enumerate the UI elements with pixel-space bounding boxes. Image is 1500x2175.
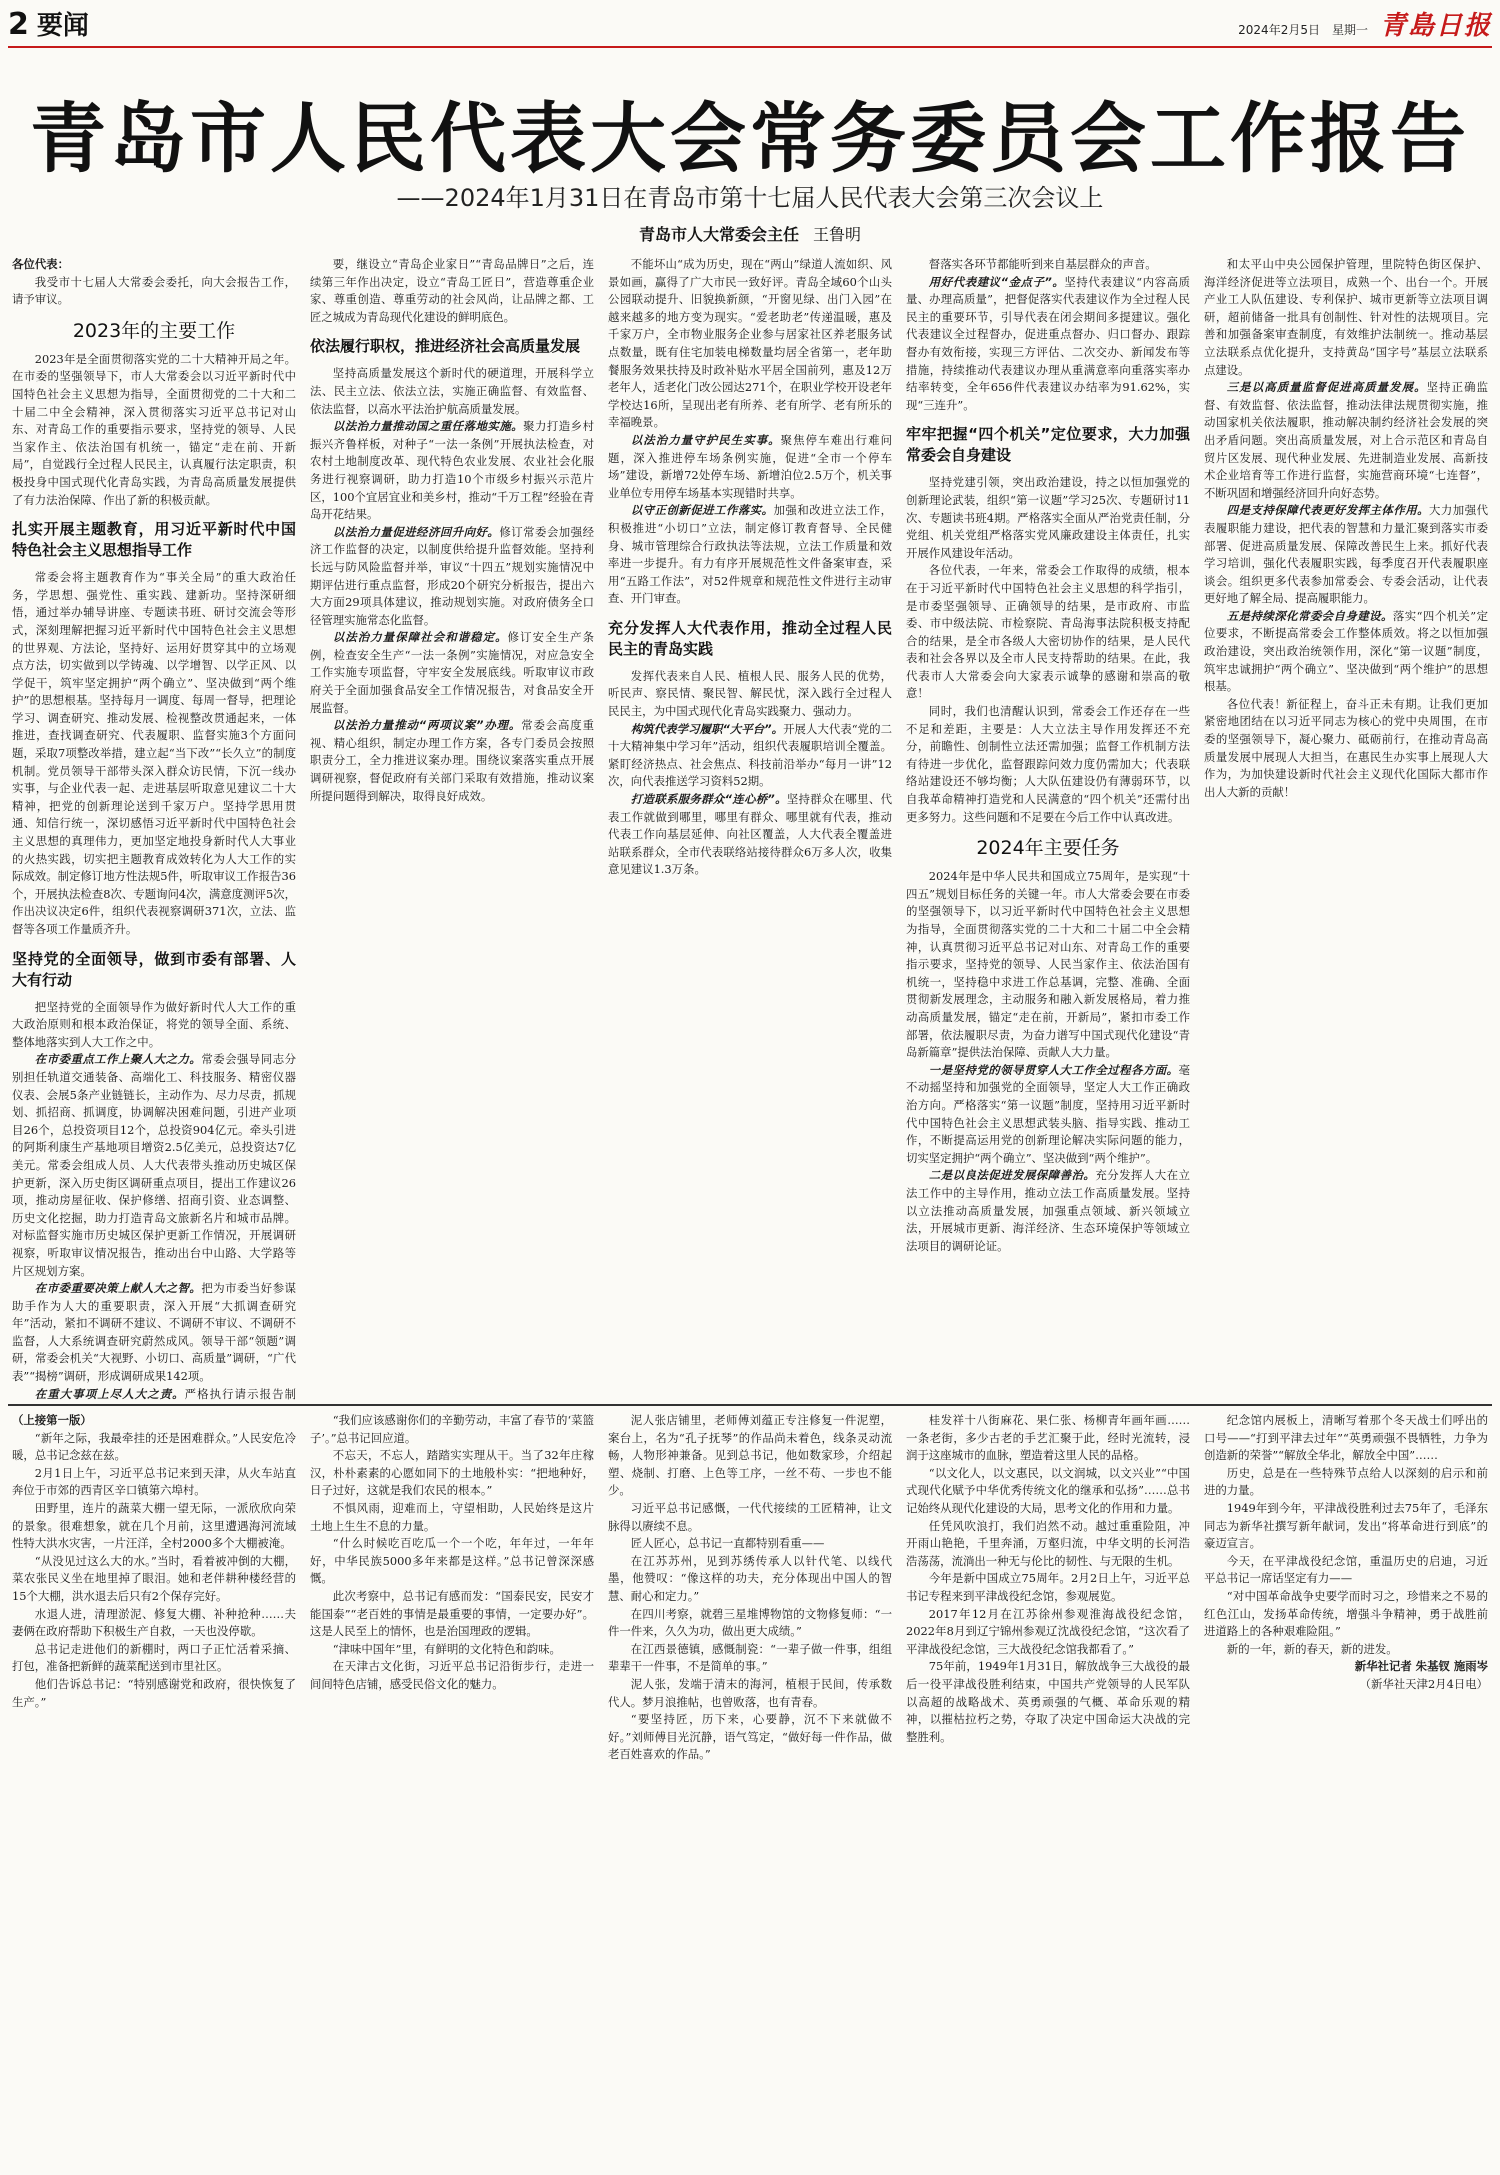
paragraph: “对中国革命战争史要学而时习之，珍惜来之不易的红色江山，发扬革命传统，增强斗争精神，勇于战胜前进道路上的各种艰难险阻。”	[1204, 1588, 1488, 1639]
lead-phrase: 在市委重要决策上献人大之智。	[34, 1281, 202, 1296]
byline-role: 青岛市人大常委会主任	[638, 225, 799, 244]
paragraph: “什么时候吃百吃瓜一个一个吃，年年过，一年年好，中华民族5000多年来都是这样。”总书记曾深深感慨。	[310, 1536, 594, 1586]
paragraph: 不惧风雨，迎难而上，守望相助，人民始终是这片土地上生生不息的力量。	[310, 1500, 594, 1533]
paragraph: 各位代表！新征程上，奋斗正未有期。让我们更加紧密地团结在以习近平同志为核心的党中央周围，在市委的坚强领导下，凝心聚力、砥砺前行，在推动青岛高质量发展中展现人大担当，在惠民生办实事上展现人大作为，为加快建设新时代社会主义现代化国际大都市作出人大新的贡献！	[1204, 696, 1488, 799]
paragraph: 不忘天，不忘人，踏踏实实理从干。当了32年庄稼汉，朴朴素素的心愿如同下的土地般朴实：“把地种好，日子过好，这就是我们农民的根本。”	[310, 1448, 594, 1498]
paragraph: “新年之际，我最牵挂的还是困难群众。”人民安危冷暖，总书记念兹在兹。	[12, 1430, 296, 1463]
lead-phrase: 以法治力量守护民生实事。	[630, 432, 781, 447]
paragraph: “以文化人，以文惠民，以文润城，以文兴业”“中国式现代化赋予中华优秀传统文化的继承和弘扬”……总书记始终从现代化建设的大局，思考文化的作用和力量。	[906, 1465, 1190, 1515]
paragraph: 和太平山中央公园保护管理，里院特色街区保护、海洋经济促进等立法项目，成熟一个、出台一个。开展产业工人队伍建设、专利保护、城市更新等立法项目调研，超前储备一批具有创制性、针对性的法规项目。完善和加强备案审查制度，有效维护法制统一。推动基层立法联系点优化提升，支持黄岛“国字号”基层立法联系点建设。	[1204, 257, 1488, 377]
paragraph: “从没见过这么大的水。”当时，看着被冲倒的大棚，菜农张民义坐在地里掉了眼泪。她和老伴耕种楼经营的15个大棚，洪水退去后只有2个保存完好。	[12, 1553, 296, 1603]
paragraph-text: 毫不动摇坚持和加强党的全面领导，坚定人大工作正确政治方向。严格落实“第一议题”制度，坚持用习近平新时代中国特色社会主义思想武装头脑、指导实践、推动工作，不断提高运用党的创新理论解决实际问题的能力，切实坚定拥护“两个确立”、坚决做到“两个维护”。	[906, 1062, 1190, 1165]
section-heading: 2024年主要任务	[976, 837, 1120, 860]
paragraph-text: 加强和改进立法工作，积极推进“小切口”立法，制定修订教育督导、全民健身、城市管理综合行政执法等法规，立法工作质量和效率进一步提升。有力有序开展规范性文件备案审查，采用“五路工作法”，对52件规章和规范性文件进行主动审查、开门审查。	[608, 503, 892, 606]
section-divider	[8, 1404, 1492, 1406]
paragraph: 泥人张店铺里，老师傅刘蕴正专注修复一件泥塑，案台上，名为“孔子抚琴”的作品尚未着色，线条灵动流畅，人物形神兼备。见到总书记，他如数家珍，介绍起塑、烧制、打磨、上色等工序，一丝不苟、一步也不能少。	[608, 1413, 892, 1498]
continued-article	[12, 1412, 1488, 2167]
section-heading: 牢牢把握“四个机关”定位要求，大力加强常委会自身建设	[906, 425, 1190, 465]
lead-phrase: 构筑代表学习履职“大平台”。	[630, 721, 784, 736]
paragraph: 1949年到今年，平津战役胜利过去75年了，毛泽东同志为新华社撰写新年献词，发出“将革命进行到底”的豪迈宣言。	[1204, 1500, 1488, 1551]
paragraph: 桂发祥十八街麻花、果仁张、杨柳青年画年画……一条老街，多少古老的手艺汇聚于此，经时光流转，浸润于这座城市的血脉，塑造着这里人民的品格。	[906, 1413, 1190, 1463]
continued-column-2	[310, 1412, 594, 2167]
paragraph: 在天津古文化街，习近平总书记沿街步行，走进一间间特色店铺，感受民俗文化的魅力。	[310, 1659, 594, 1691]
paragraph	[608, 502, 892, 608]
paragraph	[310, 524, 594, 630]
article-column-2	[310, 256, 594, 1402]
article-subtitle: ——2024年1月31日在青岛市第十七届人民代表大会第三次会议上	[396, 184, 1104, 212]
lead-phrase: 以法治力量促进经济回升向好。	[332, 524, 500, 539]
header-right	[1238, 5, 1492, 42]
lead-phrase: 三是以高质量监督促进高质量发展。	[1226, 380, 1427, 395]
paragraph: 在江苏苏州，见到苏绣传承人以针代笔、以线代墨，他赞叹：“像这样的功夫，充分体现出中国人的智慧、耐心和定力。”	[608, 1553, 892, 1603]
lead-phrase: 打造联系服务群众“连心桥”。	[630, 792, 787, 807]
paragraph-text: 修订安全生产条例，检查安全生产“一法一条例”实施情况，对应急安全工作实施专项监督，守牢安全发展底线。听取审议市政府关于全面加强食品安全工作情况报告，对食品安全开展监督。	[310, 630, 594, 715]
paragraph	[608, 721, 892, 791]
paragraph: 纪念馆内展板上，清晰写着那个冬天战士们呼出的口号——“打到平津去过年”“英勇顽强不畏牺牲，力争为创造新的荣誉”“解放全华北，解放全中国”……	[1204, 1413, 1488, 1463]
paragraph	[12, 1386, 296, 1402]
paragraph-text: 聚力打造乡村振兴齐鲁样板，对种子“一法一条例”开展执法检查，对农村土地制度改革、现代特色农业发展、农业社会化服务进行视察调研，助力打造10个市级乡村振兴示范片区，100个宜居宜业和美乡村，推动“千万工程”经验在青岛开花结果。	[310, 419, 594, 522]
paragraph-text: 聚焦停车难出行难问题，深入推进停车场条例实施，促进“全市一个停车场”建设，新增72处停车场、新增泊位2.5万个，机关事业单位专用停车场基本实现错时共享。	[608, 432, 892, 500]
section-heading: 依法履行职权，推进经济社会高质量发展	[310, 337, 581, 356]
lead-phrase: 四是支持保障代表更好发挥主体作用。	[1226, 503, 1430, 518]
paragraph: 新的一年，新的春天，新的进发。	[1226, 1641, 1398, 1656]
issue-date: 2024年2月5日	[1238, 23, 1320, 37]
paragraph-text: 常委会强导同志分别担任轨道交通装备、高端化工、科技服务、精密仪器仪表、会展5条产业链链长，主动作为、尽力尽责，抓规划、抓招商、抓调度，协调解决困难问题，引进产业项目26个，总投资项目12个，总投资904亿元。牵头引进的阿斯利康生产基地项目增资2.5亿美元，总投资达7亿美元。常委会组成人员、人大代表带头推动历史城区保护更新，深入历史街区调研重点项目，提出工作建议26项，推动房屋征收、保护修缮、招商引资、业态调整、历史文化挖掘，助力打造青岛文旅新名片和城市品牌。对标监督实施市历史城区保护更新工作情况，开展调研视察，听取审议情况报告，推动出台中山路、大学路等片区规划方案。	[12, 1052, 296, 1278]
dateline-source: （新华社天津2月4日电）	[1359, 1676, 1488, 1691]
article-byline	[0, 222, 1500, 245]
paragraph	[1204, 379, 1488, 502]
paragraph: 泥人张，发端于清末的海河，植根于民间，传承数代人。梦月浪推帖，也曾败落，也有青春。	[608, 1676, 892, 1709]
paragraph: 各位代表，一年来，常委会工作取得的成绩，根本在于习近平新时代中国特色社会主义思想的科学指引，是市委坚强领导、正确领导的结果，是市政府、市监委、市中级法院、市检察院、青岛海事法院积极支持配合的结果，是全市各级人大密切协作的结果，是人民代表和社会各界以及全市人民支持帮助的结果。在此，我代表市人大常委会向大家表示诚挚的感谢和崇高的敬意！	[906, 563, 1190, 701]
paragraph	[1204, 502, 1488, 608]
continued-column-3	[608, 1412, 892, 2167]
paragraph	[906, 1167, 1190, 1255]
page-number: 2	[8, 7, 29, 42]
article-body	[12, 256, 1488, 1402]
paragraph: 总书记走进他们的新棚时，两口子正忙活着采摘、打包，准备把新鲜的蔬菜配送到市里社区。	[12, 1641, 296, 1674]
paragraph: 2017年12月在江苏徐州参观淮海战役纪念馆，2022年8月到辽宁锦州参观辽沈战役纪念馆，“这次看了平津战役纪念馆，三大战役纪念馆我都看了。”	[906, 1606, 1190, 1656]
paragraph	[310, 717, 594, 805]
paragraph	[1204, 608, 1488, 696]
paragraph	[906, 1062, 1190, 1168]
article-column-3	[608, 256, 892, 1402]
section-heading: 充分发挥人大代表作用，推动全过程人民民主的青岛实践	[608, 618, 892, 658]
lead-phrase: 在市委重点工作上聚人大之力。	[34, 1052, 202, 1067]
section-heading: 2023年的主要工作	[72, 319, 236, 342]
paragraph-text: 开展人大代表“党的二十大精神集中学习年”活动，组织代表履职培训全覆盖。紧盯经济热点、社会焦点、科技前沿举办“每月一讲”12次，向代表推送学习资料52期。	[608, 721, 892, 789]
article-title: 青岛市人民代表大会常务委员会工作报告	[30, 94, 1470, 183]
lead-phrase: 在重大事项上尽人大之责。	[34, 1386, 185, 1401]
paragraph: 我受市十七届人大常委会委托，向大会报告工作，请予审议。	[12, 274, 296, 307]
byline-name: 王鲁明	[813, 225, 862, 244]
lead-phrase: 二是以良法促进发展保障善治。	[928, 1168, 1096, 1183]
page-header	[8, 4, 1492, 48]
paragraph: 2023年是全面贯彻落实党的二十大精神开局之年。在市委的坚强领导下，市人大常委会以习近平新时代中国特色社会主义思想为指导，全面贯彻党的二十大和二十届二中全会精神，深入贯彻落实习近平总书记对山东、对青岛工作的重要指示要求，坚持党的领导、人民当家作主、依法治国有机统一，锚定“走在前、开新局”，自觉践行全过程人民民主，认真履行法定职责，积极投身中国式现代化青岛实践，为青岛高质量发展提供了有力法治保障、作出了新的积极贡献。	[12, 351, 296, 507]
paragraph-text: 修订常委会加强经济工作监督的决定，以制度供给提升监督效能。坚持利长远与防风险监督并举，审议“十四五”规划实施情况中期评估进行重点监督，形成20个研究分析报告，提出六大方面29项具体建议，推动规划实施。对政府债务全口径管理实施常态化监督。	[310, 524, 594, 627]
paragraph: 在江西景德镇，感慨制瓷：“一辈子做一件事，组组辈辈干一件事，不是简单的事。”	[608, 1641, 892, 1674]
paragraph-text: 常委会高度重视、精心组织，制定办理工作方案，各专门委员会按照职责分工，全力推进议案办理。围绕议案落实重点开展调研视察，督促政府有关部门采取有效措施，推动议案所提问题得到解决，取得良好成效。	[310, 718, 594, 803]
lead-phrase: 以法治力量保障社会和谐稳定。	[332, 630, 508, 645]
paragraph: 在四川考察，就碧三星堆博物馆的文物修复师：“一件一件来，久久为功，做出更大成绩。”	[608, 1606, 892, 1639]
page-section	[8, 5, 89, 42]
continued-column-1	[12, 1412, 296, 2167]
section-heading: 坚持党的全面领导，做到市委有部署、人大有行动	[12, 949, 296, 989]
paragraph	[906, 274, 1190, 415]
paragraph: 75年前，1949年1月31日，解放战争三大战役的最后一役平津战役胜利结束，中国共产党领导的人民军队以高超的战略战术、英勇顽强的气概、革命乐观的精神，以摧枯拉朽之势，夺取了决定中国命运大决战的完整胜利。	[906, 1659, 1190, 1744]
article-column-1	[12, 256, 296, 1402]
paragraph: 水退人进，清理淤泥、修复大棚、补种抢种……夫妻俩在政府帮助下积极生产自救，一天也没停歇。	[12, 1606, 296, 1639]
continued-column-4	[906, 1412, 1190, 2167]
paragraph: 常委会将主题教育作为“事关全局”的重大政治任务，学思想、强党性、重实践、建新功。坚持深研细悟，通过举办辅导讲座、专题读书班、研讨交流会等形式，深刻理解把握习近平新时代中国特色社会主义思想的世界观、方法论，坚持好、运用好贯穿其中的立场观点方法，切实做到以学铸魂、以学增智、以学正风、以学促干，筑牢坚定拥护“两个确立”、坚决做到“两个维护”的思想根基。坚持每月一调度、每周一督导，把理论学习、调查研究、推动发展、检视整改贯通起来，一体推进，查找调查研究、代表履职、监督实施3个方面问题，采取7项整改举措，建立起“当下改”“长久立”的制度机制。党员领导干部带头深入群众访民情，下沉一线办实事，与企业代表一起、走进基层听取意见建议二十大精神，把党的创新理论送到千家万户。坚持学思用贯通、知信行统一，深切感悟习近平新时代中国特色社会主义思想的真理伟力，更加坚定地投身新时代人大事业的火热实践，切实把主题教育成效转化为人大工作的实际成效。制定修订地方性法规5件，听取审议工作报告36个，开展执法检查8次、专题询问4次，满意度测评5次，作出决议决定6件，组织代表视察调研371次，立法、监督等各项工作量质齐升。	[12, 570, 296, 936]
paragraph: 今年是新中国成立75周年。2月2日上午，习近平总书记专程来到平津战役纪念馆，参观展览。	[906, 1571, 1190, 1603]
paragraph	[608, 791, 892, 879]
paragraph: 把坚持党的全面领导作为做好新时代人大工作的重大政治原则和根本政治保证，将党的领导全面、系统、整体地落实到人大工作之中。	[12, 999, 296, 1049]
issue-weekday: 星期一	[1331, 23, 1368, 37]
paragraph: 同时，我们也清醒认识到，常委会工作还存在一些不足和差距，主要是：人大立法主导作用发挥还不充分，前瞻性、创制性立法还需加强；监督工作机制方法有待进一步优化，监督跟踪问效力度仍需加大；代表联络站建设还不够均衡；人大队伍建设仍有薄弱环节，以自我革命精神打造党和人民满意的“四个机关”还需付出更多努力。这些问题和不足要在今后工作中认真改进。	[906, 704, 1190, 824]
lead-phrase: 五是持续深化常委会自身建设。	[1226, 608, 1393, 623]
paragraph: 任凭风吹浪打，我们岿然不动。越过重重险阻，冲开雨山艳艳，千里奔涌，万壑归流，中华文明的长河浩浩荡荡，流淌出一种无与伦比的韧性、与无限的生机。	[906, 1518, 1190, 1568]
paragraph	[310, 418, 594, 524]
paragraph: 不能坏山“成为历史，现在“两山”绿道人流如织、风景如画，赢得了广大市民一致好评。青岛全域60个山头公园联动提升、旧貌换新颜，“开窗见绿、出门入园”在越来越多的地方变为现实。“爱老助老”传递温暖，惠及千家万户，全市物业服务企业参与居家社区养老服务试点数量，既有住宅加装电梯数量均居全省第一，老年助餐服务效果扶持及时政补贴水平居全国前列，惠及12万老年人，适老化门改公园达271个，在职业学校开设老年学校达16所，呈现出老有所养、老有所学、老有所乐的幸福晚景。	[608, 257, 892, 430]
paragraph	[12, 1051, 296, 1280]
lead-phrase: 一是坚持党的领导贯穿人大工作全过程各方面。	[928, 1062, 1179, 1077]
paragraph: 2月1日上午，习近平总书记来到天津，从火车站直奔位于市郊的西青区辛口镇第六埠村。	[12, 1465, 296, 1498]
paragraph-text: 充分发挥人大在立法工作中的主导作用，推动立法工作高质量发展。坚持以立法推动高质量发展，加强重点领域、新兴领域立法，开展城市更新、海洋经济、生态环境保护等领域立法项目的调研论证。	[906, 1168, 1190, 1253]
greeting: 各位代表：	[12, 257, 69, 271]
paragraph	[310, 629, 594, 717]
lead-phrase: 以法治力量推动国之重任落地实施。	[332, 419, 524, 434]
author-signature: 新华社记者 朱基钗 施雨岑	[1354, 1659, 1488, 1674]
paragraph-text: 坚持正确监督、有效监督、依法监督，推动法律法规贯彻实施，推动国家机关依法履职，推动解决制约经济社会发展的突出矛盾问题。突出高质量发展，对上合示范区和青岛自贸片区发展、现代种业发展、先进制造业发展、高新技术企业培育等工作进行监督，实施营商环境“七连督”，不断巩固和增强经济回升向好态势。	[1204, 380, 1488, 500]
paragraph: 历史，总是在一些特殊节点给人以深刻的启示和前进的力量。	[1204, 1465, 1488, 1498]
continued-column-5	[1204, 1412, 1488, 2167]
paragraph: 发挥代表来自人民、植根人民、服务人民的优势，听民声、察民情、聚民智、解民忧，深入践行全过程人民民主，为中国式现代化青岛实践聚力、强动力。	[608, 668, 892, 719]
lead-phrase: 以守正创新促进工作落实。	[630, 503, 774, 518]
paragraph: 习近平总书记感慨，一代代接续的工匠精神，让文脉得以赓续不息。	[608, 1500, 892, 1533]
paragraph-text: 坚持代表建议“内容高质量、办理高质量”，把督促落实代表建议作为全过程人民民主的重要环节，引导代表在闭会期间多提建议。强化代表建议全过程督办，促进重点督办、归口督办、跟踪督办有效衔接，实现三方评估、二次交办、新闻发布等措施，持续推动代表建议办理从重满意率向重落实率办结率转变，全年656件代表建议办结率为91.62%，实现“三连升”。	[906, 274, 1190, 412]
newspaper-logo: 青島日报	[1379, 11, 1492, 41]
section-name: 要闻	[36, 11, 89, 41]
paragraph: 坚持党建引领，突出政治建设，持之以恒加强党的创新理论武装，组织“第一议题”学习25次、专题研讨11次、专题读书班4期。严格落实全面从严治党责任制，分党组、机关党组严格落实党风廉政建设主体责任，扎实开展作风建设年活动。	[906, 475, 1190, 560]
article-column-5	[1204, 256, 1488, 1402]
paragraph: “要坚持匠，历下来，心要静，沉不下来就做不好。”刘师傅目光沉静，语气笃定，“做好每一件作品，做老百姓喜欢的作品。”	[608, 1712, 892, 1762]
paragraph: 田野里，连片的蔬菜大棚一望无际，一派欣欣向荣的景象。很难想象，就在几个月前，这里遭遇海河流域性特大洪水灾害，一片汪洋，全村2000多个大棚被淹。	[12, 1500, 296, 1551]
paragraph: 他们告诉总书记：“特别感谢党和政府，很快恢复了生产。”	[12, 1676, 296, 1709]
paragraph	[12, 1280, 296, 1386]
paragraph-text: 大力加强代表履职能力建设，把代表的智慧和力量汇聚到落实市委部署、促进高质量发展、保障改善民生上来。抓好代表学习培训，强化代表履职实践，每季度召开代表履职座谈会。组织更多代表参加常委会、专委会活动，让代表更好地了解全局、提高履职能力。	[1204, 503, 1488, 606]
paragraph: 匠人匠心，总书记一直都特别看重——	[630, 1536, 825, 1551]
paragraph-text: 落实“四个机关”定位要求，不断提高常委会工作整体质效。将之以恒加强政治建设，突出政治统领作用，深化“第一议题”制度，筑牢忠诚拥护“两个确立”、坚决做到“两个维护”的思想根基。	[1204, 608, 1488, 694]
lead-phrase: 用好代表建议“金点子”。	[928, 274, 1065, 289]
paragraph: 坚持高质量发展这个新时代的硬道理，开展科学立法、民主立法、依法立法，实施正确监督、有效监督、依法监督，以高水平法治护航高质量发展。	[310, 366, 594, 416]
paragraph: 今天，在平津战役纪念馆，重温历史的启迪，习近平总书记一席话坚定有力——	[1204, 1553, 1488, 1586]
lead-phrase: 以法治力量推动“两项议案”办理。	[332, 718, 522, 733]
paragraph: 此次考察中，总书记有感而发：“国泰民安，民安才能国泰”“老百姓的事情是最重要的事情，一定要办好”。这是人民至上的情怀，也是治国理政的逻辑。	[310, 1588, 594, 1639]
paragraph-text: 把为市委当好参谋助手作为人大的重要职责，深入开展“大抓调查研究年”活动，紧扣不调研不建议、不调研不审议、不调研不监督，人大系统调查研究蔚然成风。领导干部“领题”调研，常委会机关“大视野、小切口、高质量”调研，“广代表”“揭榜”调研，形成调研成果142项。	[12, 1281, 296, 1384]
paragraph-text: 坚持群众在哪里、代表工作就做到哪里，哪里有群众、哪里就有代表，推动代表工作向基层延伸、向社区覆盖，人大代表全覆盖进站联系群众，全市代表联络站接待群众6万多人次，收集意见建议1.3万条。	[608, 792, 892, 877]
article-column-4	[906, 256, 1190, 1402]
paragraph	[608, 432, 892, 502]
continued-label: （上接第一版）	[12, 1413, 92, 1427]
paragraph: “津味中国年”里，有鲜明的文化特色和韵味。	[332, 1641, 561, 1656]
section-heading: 扎实开展主题教育，用习近平新时代中国特色社会主义思想指导工作	[12, 520, 296, 560]
paragraph: “我们应该感谢你们的辛勤劳动，丰富了春节的‘菜篮子’。”总书记回应道。	[310, 1413, 594, 1445]
paragraph: 要，继设立“青岛企业家日”“青岛品牌日”之后，连续第三年作出决定，设立“青岛工匠日”，营造尊重企业家、尊重创造、尊重劳动的社会风尚，让品牌之都、工匠之城成为青岛现代化建设的鲜明底色。	[310, 257, 594, 324]
paragraph: 2024年是中华人民共和国成立75周年，是实现“十四五”规划目标任务的关键一年。市人大常委会要在市委的坚强领导下，以习近平新时代中国特色社会主义思想为指导，全面贯彻落实党的二十大和二十届二中全会精神，认真贯彻习近平总书记对山东、对青岛工作的重要指示要求，坚持党的领导、人民当家作主、依法治国有机统一，坚持稳中求进工作总基调，完整、准确、全面贯彻新发展理念，主动服务和融入新发展格局，着力推动高质量发展，锚定“走在前，开新局”，紧扣市委工作部署，依法履职尽责，为奋力谱写中国式现代化建设“青岛新篇章”提供法治保障、贡献人大力量。	[906, 869, 1190, 1060]
paragraph-text: 严格执行请示报告制	[184, 1386, 296, 1401]
paragraph: 督落实各环节都能听到来自基层群众的声音。	[928, 257, 1157, 271]
